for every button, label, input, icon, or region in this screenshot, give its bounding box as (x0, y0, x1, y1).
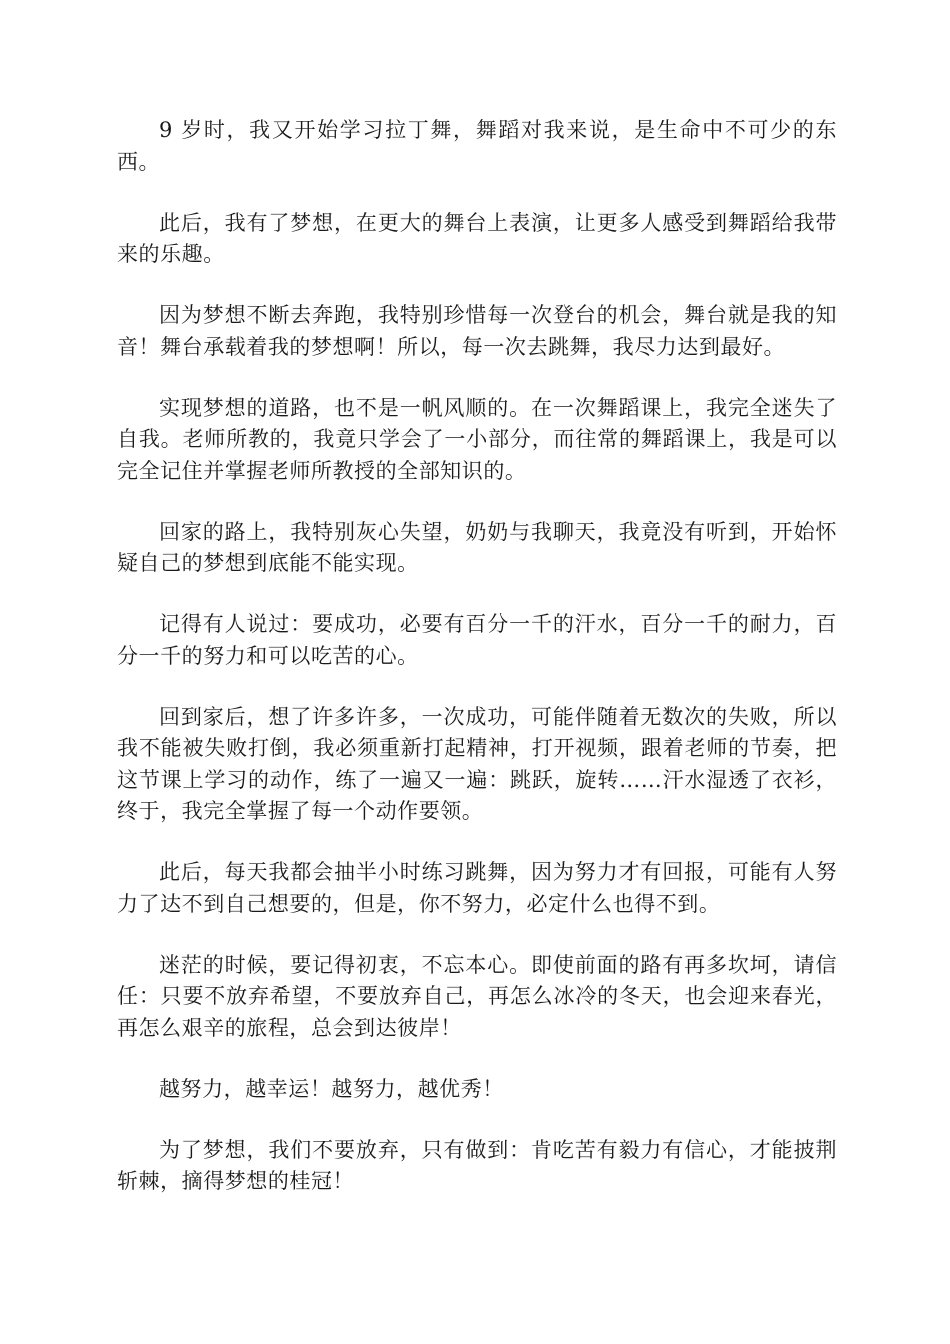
document-page (117, 115, 837, 1227)
paragraph: 回家的路上，我特别灰心失望，奶奶与我聊天，我竟没有听到，开始怀疑自己的梦想到底能不能实现。 (117, 519, 837, 575)
paragraph: 记得有人说过：要成功，必要有百分一千的汗水，百分一千的耐力，百分一千的努力和可以吃苦的心。 (117, 612, 837, 668)
paragraph: 9 岁时，我又开始学习拉丁舞，舞蹈对我来说，是生命中不可少的东西。 (117, 118, 837, 174)
paragraph: 此后，我有了梦想，在更大的舞台上表演，让更多人感受到舞蹈给我带来的乐趣。 (117, 210, 837, 266)
paragraph: 回到家后，想了许多许多，一次成功，可能伴随着无数次的失败，所以我不能被失败打倒，我必须重新打起精神，打开视频，跟着老师的节奏，把这节课上学习的动作，练了一遍又一遍：跳跃，旋转……汗水湿透了衣衫，终于，我完全掌握了每一个动作要领。 (117, 704, 837, 823)
paragraph: 为了梦想，我们不要放弃，只有做到：肯吃苦有毅力有信心，才能披荆斩棘，摘得梦想的桂冠！ (117, 1137, 837, 1193)
paragraph: 实现梦想的道路，也不是一帆风顺的。在一次舞蹈课上，我完全迷失了自我。老师所教的，我竟只学会了一小部分，而往常的舞蹈课上，我是可以完全记住并掌握老师所教授的全部知识的。 (117, 395, 837, 483)
paragraph: 迷茫的时候，要记得初衷，不忘本心。即使前面的路有再多坎坷，请信任：只要不放弃希望，不要放弃自己，再怎么冰冷的冬天，也会迎来春光，再怎么艰辛的旅程，总会到达彼岸！ (117, 952, 837, 1040)
paragraph: 因为梦想不断去奔跑，我特别珍惜每一次登台的机会，舞台就是我的知音！舞台承载着我的梦想啊！所以，每一次去跳舞，我尽力达到最好。 (117, 303, 837, 359)
paragraph: 此后，每天我都会抽半小时练习跳舞，因为努力才有回报，可能有人努力了达不到自己想要的，但是，你不努力，必定什么也得不到。 (117, 860, 837, 916)
paragraph: 越努力，越幸运！越努力，越优秀！ (159, 1076, 504, 1101)
